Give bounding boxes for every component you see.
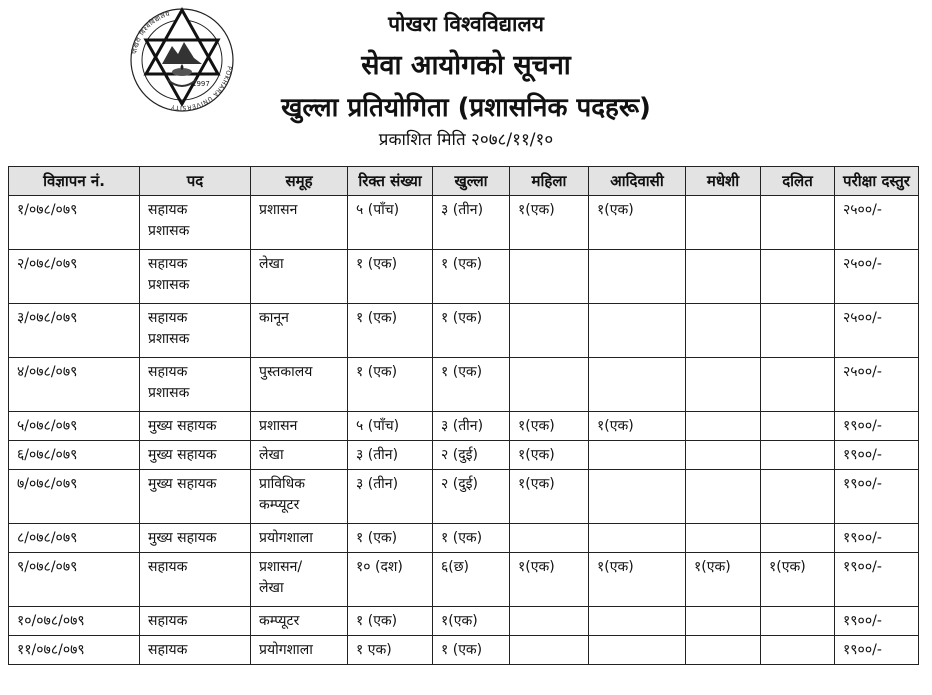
cell-adivasi — [589, 470, 686, 524]
cell-women: १(एक) — [510, 470, 589, 524]
table-row — [9, 441, 919, 470]
cell-fee: २५००/- — [835, 196, 919, 250]
cell-group — [251, 250, 348, 304]
cell-post — [140, 250, 251, 304]
cell-post — [140, 470, 251, 524]
cell-post — [140, 441, 251, 470]
cell-open: १(एक) — [433, 607, 510, 636]
cell-women — [510, 358, 589, 412]
cell-ad: ८/०७८/०७९ — [9, 524, 140, 553]
cell-madhesi — [686, 636, 761, 665]
cell-vacancy: १० (दश) — [348, 553, 433, 607]
cell-open: १ (एक) — [433, 524, 510, 553]
table-row — [9, 553, 919, 607]
column-header: विज्ञापन नं. — [9, 167, 140, 196]
cell-dalit — [761, 636, 835, 665]
cell-group-line: प्रयोगशाला — [259, 642, 313, 658]
cell-madhesi — [686, 358, 761, 412]
column-header: आदिवासी — [589, 167, 686, 196]
cell-group-line: लेखा — [259, 256, 284, 272]
table-body — [9, 196, 919, 665]
table-row — [9, 412, 919, 441]
cell-group — [251, 553, 348, 607]
cell-fee: १९००/- — [835, 636, 919, 665]
logo-ring-text-np: पोखरा विश्वविद्यालय — [130, 9, 172, 55]
column-header: समूह — [251, 167, 348, 196]
cell-fee: १९००/- — [835, 441, 919, 470]
cell-dalit — [761, 470, 835, 524]
cell-group — [251, 636, 348, 665]
table-row — [9, 250, 919, 304]
cell-group — [251, 607, 348, 636]
table-row — [9, 607, 919, 636]
cell-group-line: प्रशासन — [259, 418, 298, 434]
cell-adivasi — [589, 636, 686, 665]
cell-vacancy: ३ (तीन) — [348, 441, 433, 470]
table-header-row — [9, 167, 919, 196]
cell-fee: १९००/- — [835, 524, 919, 553]
cell-post-line: सहायक — [148, 202, 188, 218]
column-header: परीक्षा दस्तुर — [835, 167, 919, 196]
cell-group — [251, 358, 348, 412]
cell-madhesi — [686, 412, 761, 441]
university-name: पोखरा विश्वविद्यालय — [388, 12, 544, 36]
table-row — [9, 358, 919, 412]
cell-post — [140, 553, 251, 607]
cell-madhesi — [686, 441, 761, 470]
cell-group — [251, 196, 348, 250]
logo-year: 1997 — [192, 80, 210, 88]
cell-women: १(एक) — [510, 553, 589, 607]
cell-post-line: प्रशासक — [148, 277, 190, 293]
vacancy-table-wrapper — [8, 166, 918, 665]
cell-group-line: प्राविधिक — [259, 476, 305, 492]
cell-vacancy: ३ (तीन) — [348, 470, 433, 524]
cell-dalit — [761, 358, 835, 412]
table-row — [9, 304, 919, 358]
cell-group-line: कम्प्यूटर — [259, 613, 300, 629]
cell-open: १ (एक) — [433, 636, 510, 665]
cell-post — [140, 412, 251, 441]
cell-women: १(एक) — [510, 412, 589, 441]
cell-women — [510, 636, 589, 665]
cell-madhesi — [686, 250, 761, 304]
cell-group-line: प्रयोगशाला — [259, 530, 313, 546]
cell-open: २ (दुई) — [433, 441, 510, 470]
cell-ad: २/०७८/०७९ — [9, 250, 140, 304]
column-header: महिला — [510, 167, 589, 196]
cell-post — [140, 304, 251, 358]
cell-adivasi: १(एक) — [589, 553, 686, 607]
cell-group-line: प्रशासन — [259, 202, 298, 218]
cell-ad: ४/०७८/०७९ — [9, 358, 140, 412]
cell-ad: ६/०७८/०७९ — [9, 441, 140, 470]
cell-group — [251, 441, 348, 470]
cell-fee: १९००/- — [835, 412, 919, 441]
column-header: खुल्ला — [433, 167, 510, 196]
cell-post-line: प्रशासक — [148, 223, 190, 239]
cell-ad: १/०७८/०७९ — [9, 196, 140, 250]
cell-post-line: सहायक — [148, 559, 188, 575]
cell-vacancy: १ एक) — [348, 636, 433, 665]
cell-madhesi — [686, 607, 761, 636]
competition-title: खुल्ला प्रतियोगिता (प्रशासनिक पदहरू) — [281, 93, 651, 123]
cell-open: १ (एक) — [433, 250, 510, 304]
cell-post-line: प्रशासक — [148, 385, 190, 401]
notice-title: सेवा आयोगको सूचना — [361, 50, 571, 81]
cell-fee: २५००/- — [835, 250, 919, 304]
cell-fee: १९००/- — [835, 553, 919, 607]
cell-adivasi — [589, 524, 686, 553]
cell-dalit — [761, 412, 835, 441]
logo-ring-text: POKHARA UNIVERSITY — [170, 65, 233, 112]
cell-madhesi: १(एक) — [686, 553, 761, 607]
cell-post — [140, 607, 251, 636]
cell-group-line: लेखा — [259, 580, 284, 596]
cell-vacancy: ५ (पाँच) — [348, 412, 433, 441]
cell-dalit — [761, 441, 835, 470]
cell-open: २ (दुई) — [433, 470, 510, 524]
cell-ad: ७/०७८/०७९ — [9, 470, 140, 524]
table-row — [9, 196, 919, 250]
cell-women — [510, 250, 589, 304]
column-header: दलित — [761, 167, 835, 196]
cell-women: १(एक) — [510, 196, 589, 250]
cell-ad: ३/०७८/०७९ — [9, 304, 140, 358]
column-header: रिक्त संख्या — [348, 167, 433, 196]
cell-post — [140, 358, 251, 412]
cell-open: ३ (तीन) — [433, 412, 510, 441]
cell-fee: २५००/- — [835, 358, 919, 412]
cell-post-line: मुख्य सहायक — [148, 530, 217, 546]
cell-group — [251, 524, 348, 553]
cell-madhesi — [686, 470, 761, 524]
cell-vacancy: ५ (पाँच) — [348, 196, 433, 250]
cell-group — [251, 470, 348, 524]
cell-ad: ५/०७८/०७९ — [9, 412, 140, 441]
cell-fee: २५००/- — [835, 304, 919, 358]
cell-open: १ (एक) — [433, 358, 510, 412]
cell-post-line: सहायक — [148, 613, 188, 629]
cell-women — [510, 524, 589, 553]
cell-ad: ९/०७८/०७९ — [9, 553, 140, 607]
cell-post — [140, 524, 251, 553]
cell-group-line: पुस्तकालय — [259, 364, 313, 380]
cell-post-line: सहायक — [148, 364, 188, 380]
cell-post-line: मुख्य सहायक — [148, 476, 217, 492]
cell-post-line: सहायक — [148, 642, 188, 658]
cell-post-line: सहायक — [148, 256, 188, 272]
cell-group-line: कम्प्यूटर — [259, 497, 300, 513]
cell-adivasi — [589, 304, 686, 358]
cell-open: ६(छ) — [433, 553, 510, 607]
cell-group-line: कानून — [259, 310, 289, 326]
cell-adivasi — [589, 607, 686, 636]
table-row — [9, 524, 919, 553]
cell-women — [510, 304, 589, 358]
cell-open: ३ (तीन) — [433, 196, 510, 250]
cell-vacancy: १ (एक) — [348, 358, 433, 412]
cell-group — [251, 412, 348, 441]
column-header: पद — [140, 167, 251, 196]
cell-madhesi — [686, 524, 761, 553]
cell-fee: १९००/- — [835, 607, 919, 636]
cell-post-line: मुख्य सहायक — [148, 418, 217, 434]
table-row — [9, 636, 919, 665]
cell-adivasi — [589, 250, 686, 304]
cell-adivasi — [589, 441, 686, 470]
table-row — [9, 470, 919, 524]
cell-post-line: सहायक — [148, 310, 188, 326]
cell-post-line: प्रशासक — [148, 331, 190, 347]
cell-ad: ११/०७८/०७९ — [9, 636, 140, 665]
cell-adivasi: १(एक) — [589, 196, 686, 250]
cell-group-line: लेखा — [259, 447, 284, 463]
cell-vacancy: १ (एक) — [348, 524, 433, 553]
cell-vacancy: १ (एक) — [348, 304, 433, 358]
cell-adivasi — [589, 358, 686, 412]
cell-women: १(एक) — [510, 441, 589, 470]
cell-madhesi — [686, 196, 761, 250]
cell-women — [510, 607, 589, 636]
cell-dalit — [761, 607, 835, 636]
cell-fee: १९००/- — [835, 470, 919, 524]
cell-dalit: १(एक) — [761, 553, 835, 607]
cell-vacancy: १ (एक) — [348, 607, 433, 636]
cell-open: १ (एक) — [433, 304, 510, 358]
cell-group — [251, 304, 348, 358]
cell-ad: १०/०७८/०७९ — [9, 607, 140, 636]
cell-dalit — [761, 196, 835, 250]
vacancy-table — [8, 166, 919, 665]
cell-post — [140, 196, 251, 250]
cell-dalit — [761, 250, 835, 304]
cell-post — [140, 636, 251, 665]
column-header: मधेशी — [686, 167, 761, 196]
cell-dalit — [761, 524, 835, 553]
cell-group-line: प्रशासन/ — [259, 559, 303, 575]
published-date: प्रकाशित मिति २०७८/११/१० — [378, 130, 554, 150]
cell-madhesi — [686, 304, 761, 358]
cell-vacancy: १ (एक) — [348, 250, 433, 304]
cell-dalit — [761, 304, 835, 358]
cell-adivasi: १(एक) — [589, 412, 686, 441]
cell-post-line: मुख्य सहायक — [148, 447, 217, 463]
